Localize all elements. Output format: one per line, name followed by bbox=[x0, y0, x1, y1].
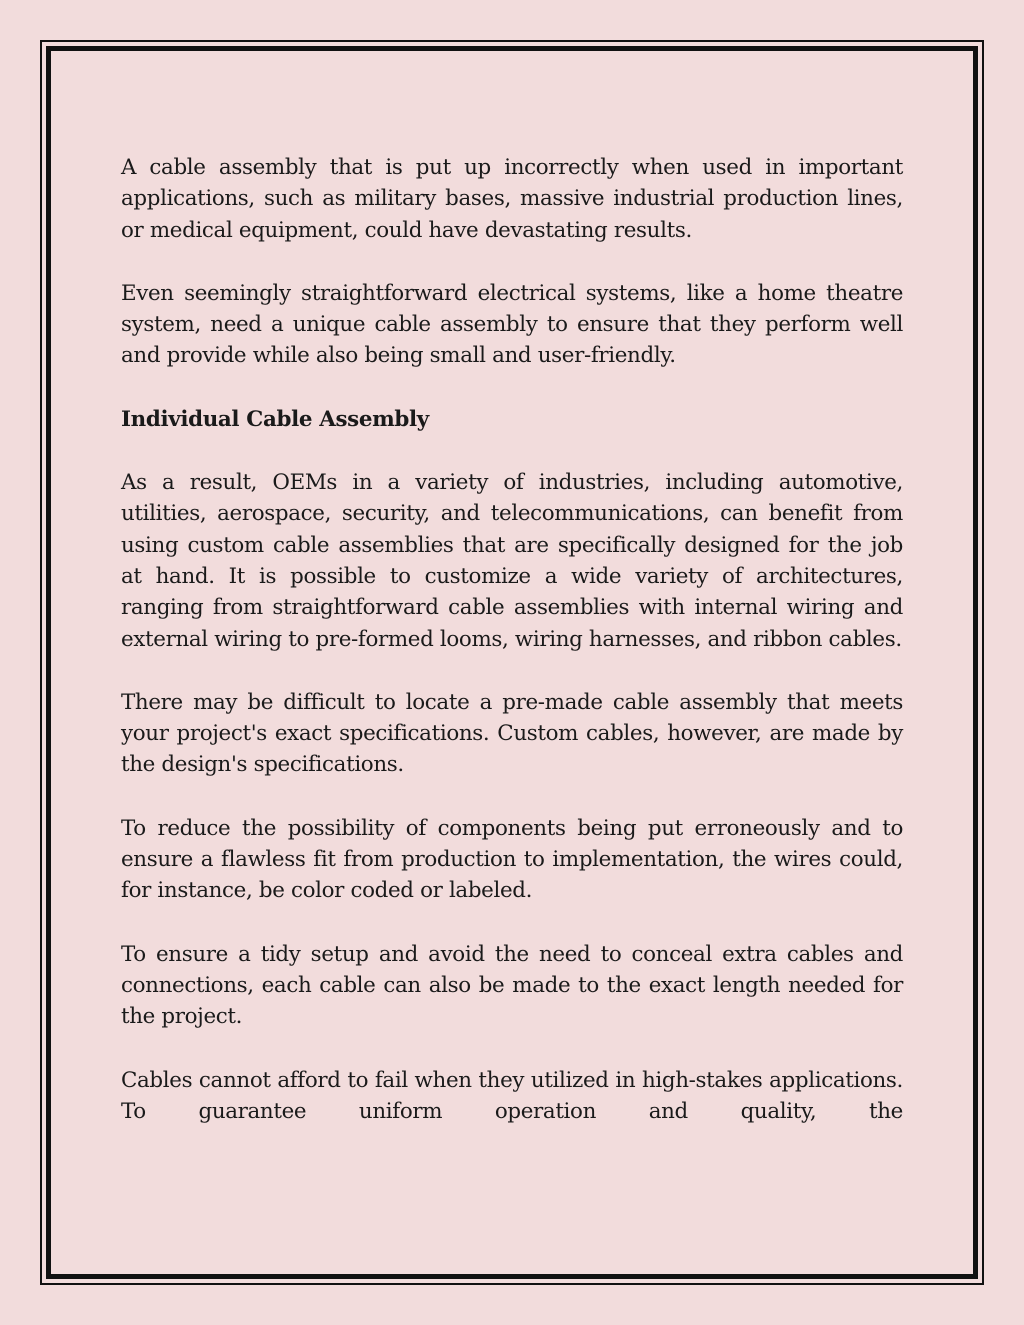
document-body bbox=[121, 152, 903, 1159]
paragraph: To ensure a tidy setup and avoid the need to conceal extra cables and connections, each cable can also be made to the exact length needed for the project. bbox=[121, 941, 903, 1030]
paragraph: There may be difficult to locate a pre-made cable assembly that meets your project's exact specifications. Custom cables, however, are made by the design's specifications. bbox=[121, 689, 903, 778]
paragraph: Even seemingly straightforward electrical systems, like a home theatre system, need a unique cable assembly to ensure that they perform well and provide while also being small and user-friendly. bbox=[121, 280, 903, 369]
paragraph: Cables cannot afford to fail when they utilized in high-stakes applications. To guarantee uniform operation and quality, the bbox=[121, 1067, 903, 1124]
section-heading: Individual Cable Assembly bbox=[121, 406, 429, 432]
paragraph: To reduce the possibility of components being put erroneously and to ensure a flawless fit from production to implementation, the wires could, for instance, be color coded or labeled. bbox=[121, 815, 903, 904]
paragraph: As a result, OEMs in a variety of industries, including automotive, utilities, aerospace, security, and telecommunications, can benefit from using custom cable assemblies that are specifically designed for the job at hand. It is possible to customize a wide variety of architectures, ranging from straightforward cable assemblies with internal wiring and external wiring to pre-formed looms, wiring harnesses, and ribbon cables. bbox=[121, 470, 903, 652]
paragraph: A cable assembly that is put up incorrectly when used in important applications, such as military bases, massive industrial production lines, or medical equipment, could have devastating results. bbox=[121, 155, 903, 243]
